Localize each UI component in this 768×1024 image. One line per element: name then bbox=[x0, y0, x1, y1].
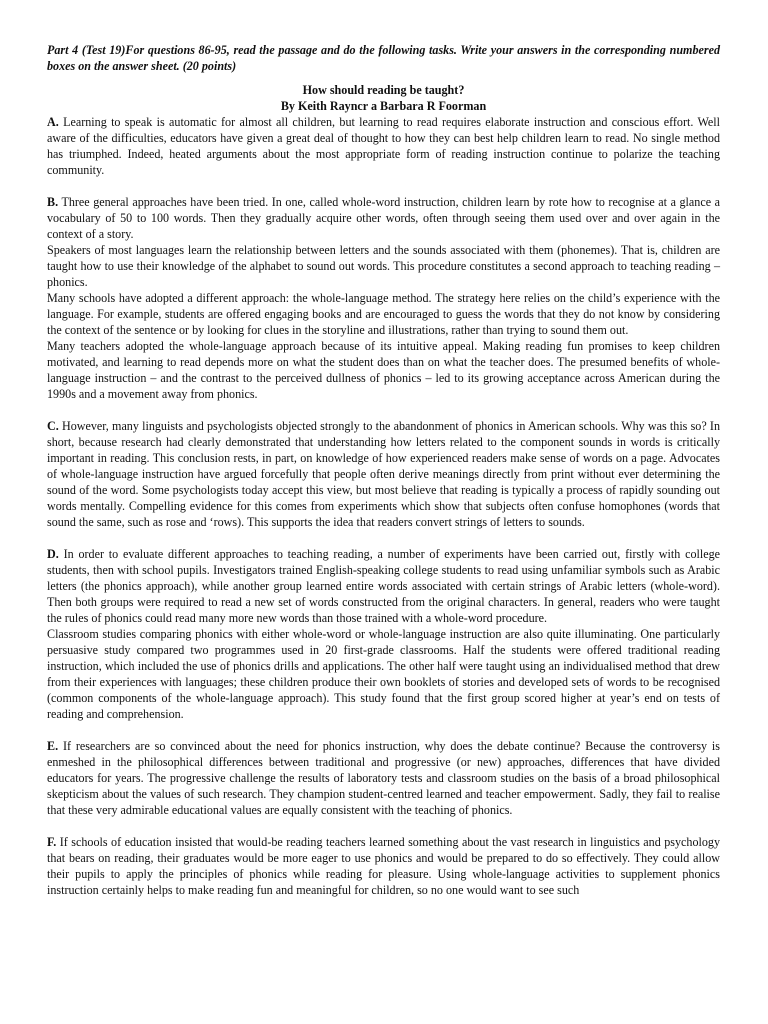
passage-title: How should reading be taught? bbox=[302, 83, 465, 97]
document-page bbox=[47, 42, 720, 898]
paragraph-letter: A. bbox=[47, 115, 59, 129]
paragraph-text: Three general approaches have been tried. In one, called whole-word instruction, children learn by rote how to recognise at a glance a vocabulary of 50 to 100 words. Then they gradually acquire other words, often through seeing them used over and over again in the context of a story. bbox=[47, 195, 720, 241]
paragraph-letter: E. bbox=[47, 739, 59, 753]
paragraph-f bbox=[47, 834, 720, 898]
paragraph-text: In order to evaluate different approaches to teaching reading, a number of experiments have been carried out, firstly with college students, then with school pupils. Investigators trained English-speaking college students to read using unfamiliar symbols such as Arabic letters (the phonics approach), while another group learned entire words associated with certain strings of Arabic letters (whole-word). Then both groups were required to read a new set of words constructed from the original characters. In general, readers who were taught the rules of phonics could read many more new words than those trained with a whole-word procedure. bbox=[47, 547, 721, 625]
paragraph-b-2: Speakers of most languages learn the relationship between letters and the sounds associated with them (phonemes). That is, children are taught how to use their knowledge of the alphabet to sound out words. This procedure constitutes a second approach to teaching reading – phonics. bbox=[47, 243, 720, 289]
paragraph-d bbox=[47, 546, 720, 626]
paragraph-b-3: Many schools have adopted a different approach: the whole-language method. The strategy here relies on the child’s experience with the language. For example, students are offered engaging books and are encouraged to guess the words that they do not know by considering the context of the sentence or by looking for clues in the storyline and illustrations, rather than trying to sound them out. bbox=[47, 291, 720, 337]
paragraph-text: If schools of education insisted that would-be reading teachers learned something about the vast research in linguistics and psychology that bears on reading, their graduates would be more eager to use phonics and would be prepared to do so effectively. They could allow their pupils to apply the principles of phonics while reading for pleasure. Using whole-language activities to supplement phonics instruction certainly helps to make reading fun and meaningful for children, so no one would want to see such bbox=[47, 835, 720, 897]
passage-heading bbox=[47, 82, 720, 114]
paragraph-b-4: Many teachers adopted the whole-language approach because of its intuitive appeal. Making reading fun promises to keep children motivated, and learning to read depends more on what the student does than on what the teacher does. The presumed benefits of whole-language instruction – and the contrast to the perceived dullness of phonics – led to its growing acceptance across American during the 1990s and a movement away from phonics. bbox=[47, 339, 720, 401]
paragraph-text: Learning to speak is automatic for almost all children, but learning to read requires elaborate instruction and conscious effort. Well aware of the difficulties, educators have given a great deal of thought to how they can best help children learn to read. No single method has triumphed. Indeed, heated arguments about the most appropriate form of reading instruction continue to polarize the teaching community. bbox=[47, 115, 720, 177]
paragraph-text: If researchers are so convinced about the need for phonics instruction, why does the debate continue? Because the controversy is enmeshed in the philosophical differences between traditional and progressive (or new) approaches, differences that have divided educators for years. The progressive challenge the results of laboratory tests and classroom studies on the basis of a broad philosophical skepticism about the values of such research. They champion student-centred learned and teacher empowerment. Sadly, they fail to realise that these very admirable educational values are equally consistent with the teaching of phonics. bbox=[47, 739, 720, 817]
task-instructions: Part 4 (Test 19)For questions 86-95, read the passage and do the following tasks. Write your answers in the corresponding numbered boxes on the answer sheet. (20 points) bbox=[47, 43, 720, 73]
paragraph-letter: C. bbox=[47, 419, 59, 433]
passage-byline: By Keith Rayncr a Barbara R Foorman bbox=[280, 99, 487, 113]
paragraph-text: However, many linguists and psychologists objected strongly to the abandonment of phonics in American schools. Why was this so? In short, because research had clearly demonstrated that understanding how letters related to the component sounds in words is critically important in reading. This conclusion rests, in part, on knowledge of how experienced readers make sense of words on a page. Advocates of whole-language instruction have argued forcefully that people often derive meanings directly from print without ever determining the sound of the word. Some psychologists today accept this view, but most believe that reading is typically a process of rapidly sounding out words mentally. Compelling evidence for this comes from experiments which show that subjects often confuse homophones (words that sound the same, such as rose and ‘rows). This supports the idea that readers convert strings of letters to sounds. bbox=[47, 419, 720, 529]
paragraph-d-2: Classroom studies comparing phonics with either whole-word or whole-language instruction are also quite illuminating. One particularly persuasive study compared two programmes used in 20 first-grade classrooms. Half the students were offered traditional reading instruction, which included the use of phonics drills and applications. The other half were taught using an individualised method that drew from their experiences with languages; these children produce their own booklets of stories and developed sets of words to be recognised (common components of the whole-language approach). This study found that the first group scored higher at year’s end on tests of reading and comprehension. bbox=[47, 627, 720, 721]
paragraph-a bbox=[47, 114, 720, 178]
paragraph-c bbox=[47, 418, 720, 530]
paragraph-b bbox=[47, 194, 720, 242]
paragraph-letter: F. bbox=[47, 835, 57, 849]
paragraph-letter: B. bbox=[47, 195, 59, 209]
paragraph-letter: D. bbox=[47, 547, 59, 561]
paragraph-e bbox=[47, 738, 720, 818]
